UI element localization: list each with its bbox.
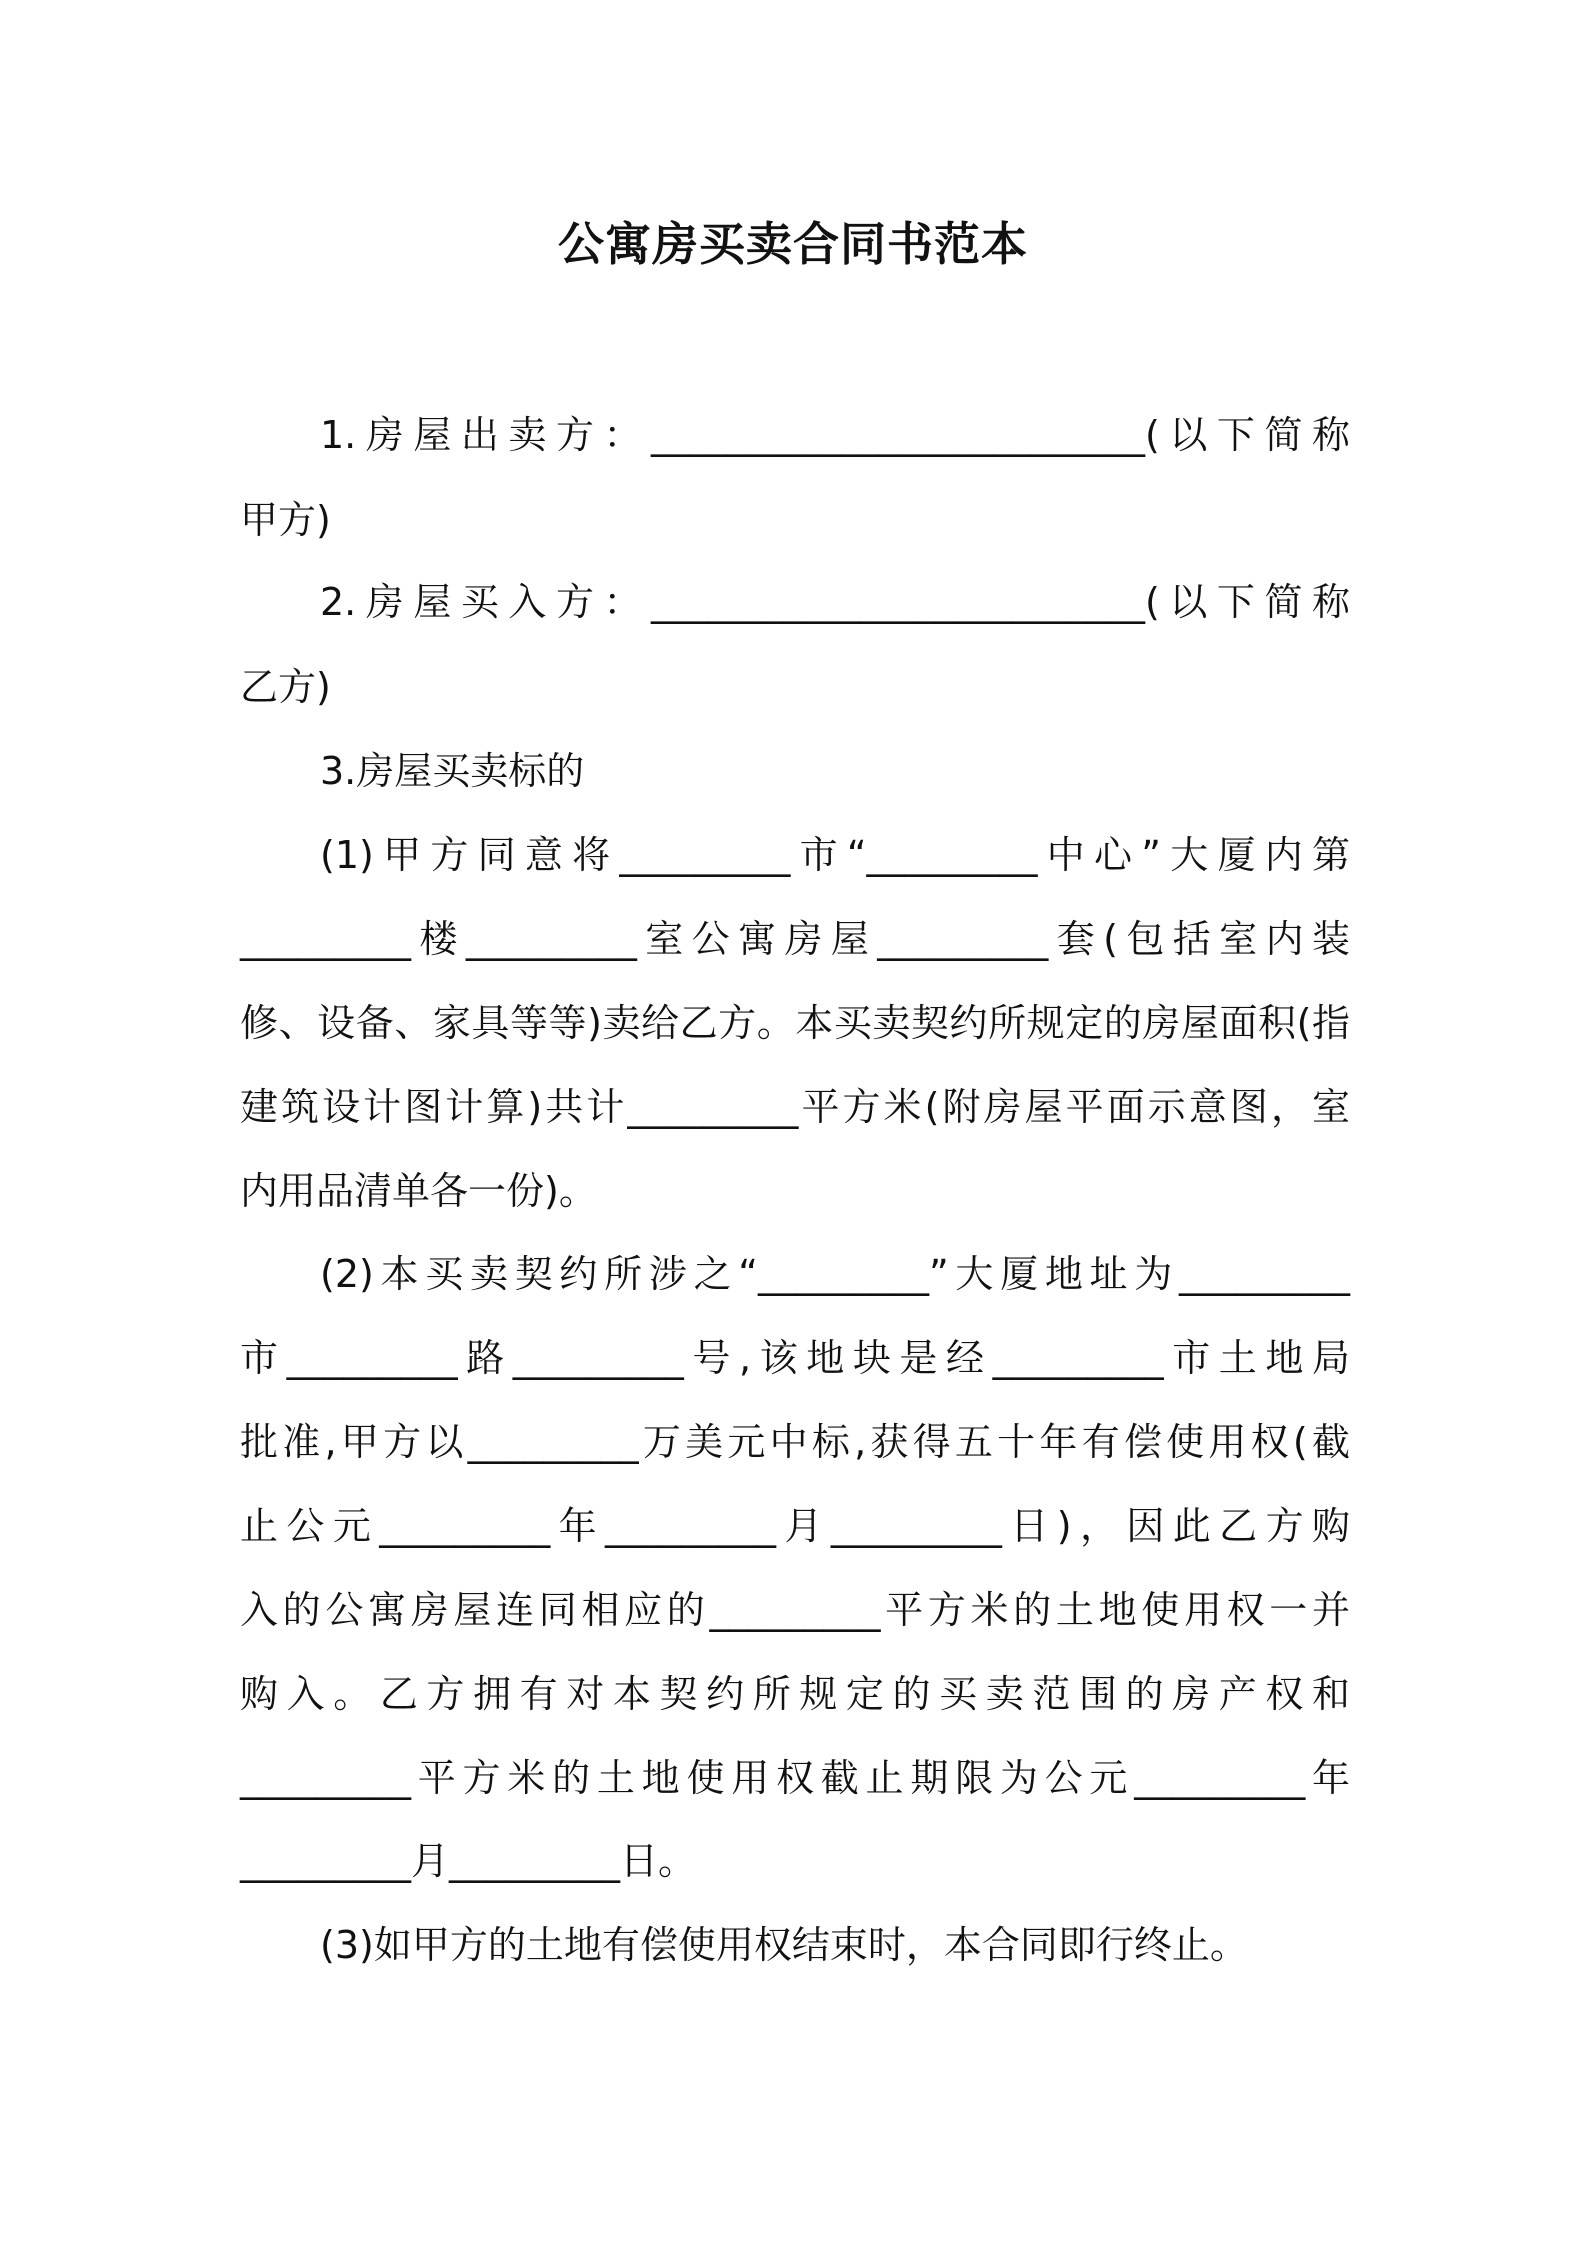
text-line: 内用品清单各一份)。 (240, 1169, 597, 1213)
text-line: (2)本买卖契约所涉之“_________”大厦地址为_________ (320, 1252, 1350, 1296)
text-line: 3.房屋买卖标的 (320, 749, 585, 793)
text-line: 乙方) (240, 665, 331, 709)
text-line: _________楼_________室公寓房屋_________套(包括室内装 (240, 917, 1350, 961)
text-line: 甲方) (240, 498, 331, 542)
text-line: (3)如甲方的土地有偿使用权结束时，本合同即行终止。 (320, 1923, 1248, 1967)
text-line: (1)甲方同意将_________市“_________中心”大厦内第 (320, 833, 1350, 877)
text-line: 购入。乙方拥有对本契约所规定的买卖范围的房产权和 (240, 1672, 1350, 1716)
text-line: _________月_________日。 (240, 1839, 697, 1883)
text-line: 1.房屋出卖方：__________________________(以下简称 (320, 413, 1350, 457)
text-line: _________平方米的土地使用权截止期限为公元_________年 (240, 1756, 1350, 1800)
text-line: 批准,甲方以_________万美元中标,获得五十年有偿使用权(截 (240, 1420, 1350, 1464)
text-line: 修、设备、家具等等)卖给乙方。本买卖契约所规定的房屋面积(指 (240, 1001, 1350, 1045)
text-line: 建筑设计图计算)共计_________平方米(附房屋平面示意图，室 (240, 1085, 1350, 1129)
text-line: 2.房屋买入方：__________________________(以下简称 (320, 580, 1350, 624)
text-line: 止公元_________年_________月_________日)，因此乙方购 (240, 1504, 1350, 1548)
text-line: 市_________路_________号,该地块是经_________市土地局 (240, 1336, 1350, 1380)
document-title: 公寓房买卖合同书范本 (558, 217, 1028, 271)
text-line: 入的公寓房屋连同相应的_________平方米的土地使用权一并 (240, 1588, 1350, 1632)
